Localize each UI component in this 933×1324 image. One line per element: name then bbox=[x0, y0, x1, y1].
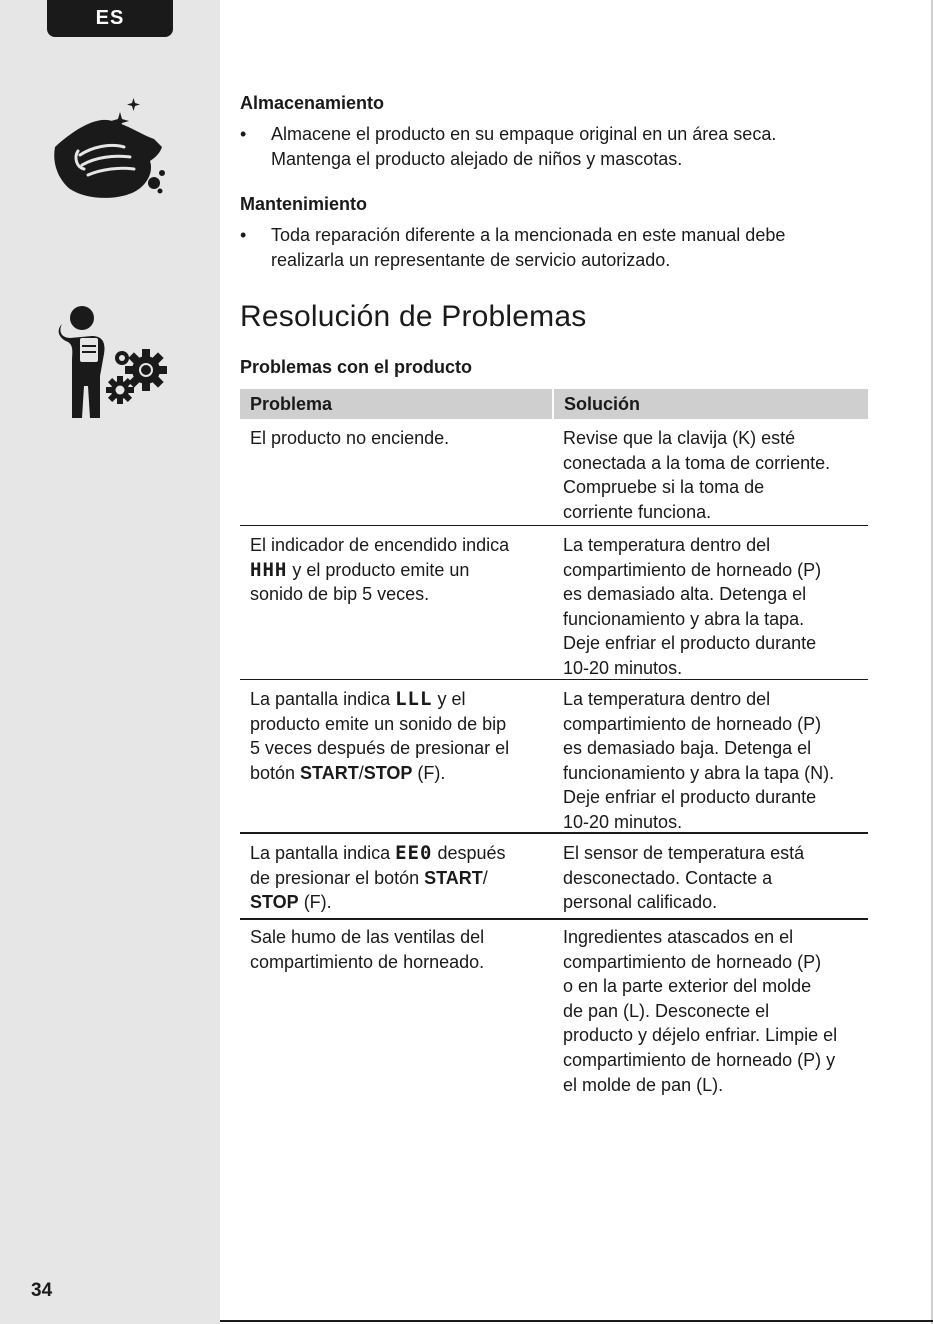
table-row bbox=[240, 920, 868, 1110]
solution-line: o en la parte exterior del molde bbox=[563, 976, 812, 997]
language-tab: ES bbox=[47, 0, 173, 37]
display-code-ee0: EE0 bbox=[395, 842, 433, 864]
solution-line: compartimiento de horneado (P) bbox=[563, 951, 822, 972]
problem-text-part: y el bbox=[432, 689, 466, 709]
page-number: 34 bbox=[31, 1280, 53, 1301]
solution-line: es demasiado alta. Detenga el bbox=[563, 584, 807, 605]
problem-text-part: y el producto emite un bbox=[287, 559, 470, 580]
solution-cell bbox=[554, 687, 868, 832]
solution-line: Deje enfriar el producto durante bbox=[563, 787, 817, 808]
bullet-dot: • bbox=[240, 124, 247, 144]
solution-line: Revise que la clavija (K) esté bbox=[563, 428, 796, 448]
solution-line: personal calificado. bbox=[563, 892, 718, 913]
problem-cell bbox=[240, 687, 554, 832]
problem-text-part: (F). bbox=[412, 762, 446, 783]
storage-line-1: Almacene el producto en su empaque original en un área seca. bbox=[271, 124, 777, 144]
page-title: Resolución de Problemas bbox=[240, 300, 587, 333]
problem-text-part: botón bbox=[250, 762, 301, 783]
storage-line-2: Mantenga el producto alejado de niños y mascotas. bbox=[271, 148, 683, 169]
solution-line: desconectado. Contacte a bbox=[563, 867, 773, 888]
problem-text: producto emite un sonido de bip bbox=[250, 713, 507, 734]
solution-cell bbox=[554, 533, 868, 679]
sidebar bbox=[0, 0, 220, 1324]
person-repair-gears-icon bbox=[52, 302, 172, 424]
section-subtitle: Problemas con el producto bbox=[240, 357, 473, 377]
problem-cell bbox=[240, 841, 554, 918]
solution-line: funcionamiento y abra la tapa. bbox=[563, 608, 805, 629]
problem-cell bbox=[240, 925, 554, 1110]
column-header-solution: Solución bbox=[554, 389, 868, 419]
solution-line: de pan (L). Desconecte el bbox=[563, 1000, 770, 1021]
problem-text: compartimiento de horneado. bbox=[250, 951, 485, 972]
table-header bbox=[240, 389, 868, 419]
maintenance-bullet bbox=[240, 223, 850, 272]
problem-text bbox=[250, 841, 542, 866]
table-row bbox=[240, 419, 868, 526]
column-header-problem: Problema bbox=[240, 389, 552, 419]
storage-heading: Almacenamiento bbox=[240, 93, 385, 113]
problem-text-part: de presionar el botón bbox=[250, 867, 425, 888]
table-row bbox=[240, 834, 868, 920]
problem-text-part: (F). bbox=[298, 892, 332, 913]
table-row bbox=[240, 680, 868, 834]
solution-line: El sensor de temperatura está bbox=[563, 843, 805, 863]
problem-text: El producto no enciende. bbox=[250, 428, 450, 448]
problem-text-part: La pantalla indica bbox=[250, 843, 396, 863]
problem-text bbox=[250, 761, 542, 786]
solution-line: es demasiado baja. Detenga el bbox=[563, 738, 812, 759]
storage-bullet bbox=[240, 122, 850, 171]
solution-cell bbox=[554, 426, 868, 525]
solution-line: funcionamiento y abra la tapa (N). bbox=[563, 762, 835, 783]
solution-cell bbox=[554, 841, 868, 918]
slash: / bbox=[358, 762, 364, 783]
display-code-lll: LLL bbox=[395, 688, 433, 710]
problem-cell bbox=[240, 533, 554, 679]
solution-line: conectada a la toma de corriente. bbox=[563, 452, 831, 473]
problem-text: sonido de bip 5 veces. bbox=[250, 584, 430, 605]
solution-line: producto y déjelo enfriar. Limpie el bbox=[563, 1025, 838, 1046]
problem-text: El indicador de encendido indica bbox=[250, 535, 510, 555]
cleaning-hand-sparkle-icon bbox=[50, 95, 170, 205]
table-row bbox=[240, 526, 868, 680]
problem-text bbox=[250, 890, 542, 915]
solution-line: compartimiento de horneado (P) y bbox=[563, 1049, 836, 1070]
solution-line: el molde de pan (L). bbox=[563, 1074, 724, 1095]
maintenance-heading: Mantenimiento bbox=[240, 194, 368, 214]
start-label: START bbox=[424, 867, 483, 888]
problem-text: 5 veces después de presionar el bbox=[250, 738, 510, 759]
solution-line: compartimiento de horneado (P) bbox=[563, 713, 822, 734]
bottom-rule bbox=[220, 1320, 933, 1322]
problem-text-part: La pantalla indica bbox=[250, 689, 396, 709]
problem-text-part: después bbox=[432, 843, 506, 863]
start-label: START bbox=[300, 762, 359, 783]
solution-line: La temperatura dentro del bbox=[563, 689, 771, 709]
slash: / bbox=[482, 867, 488, 888]
bullet-dot: • bbox=[240, 225, 247, 245]
solution-line: Compruebe si la toma de bbox=[563, 477, 765, 498]
solution-line: Ingredientes atascados en el bbox=[563, 927, 794, 947]
stop-label: STOP bbox=[363, 762, 413, 783]
solution-cell bbox=[554, 925, 868, 1110]
stop-label: STOP bbox=[250, 892, 299, 913]
problem-text bbox=[250, 558, 542, 583]
maintenance-line-2: realizarla un representante de servicio autorizado. bbox=[271, 249, 671, 270]
solution-line: compartimiento de horneado (P) bbox=[563, 559, 822, 580]
display-code-hhh: HHH bbox=[250, 558, 288, 581]
solution-line: 10-20 minutos. bbox=[563, 811, 683, 832]
maintenance-line-1: Toda reparación diferente a la mencionada en este manual debe bbox=[271, 225, 786, 245]
problem-cell bbox=[240, 426, 554, 525]
problem-text: Sale humo de las ventilas del bbox=[250, 927, 485, 947]
solution-line: corriente funciona. bbox=[563, 501, 712, 522]
troubleshooting-table bbox=[240, 389, 868, 1110]
solution-line: La temperatura dentro del bbox=[563, 535, 771, 555]
solution-line: Deje enfriar el producto durante bbox=[563, 633, 817, 654]
solution-line: 10-20 minutos. bbox=[563, 657, 683, 678]
problem-text bbox=[250, 687, 542, 712]
problem-text bbox=[250, 866, 542, 891]
